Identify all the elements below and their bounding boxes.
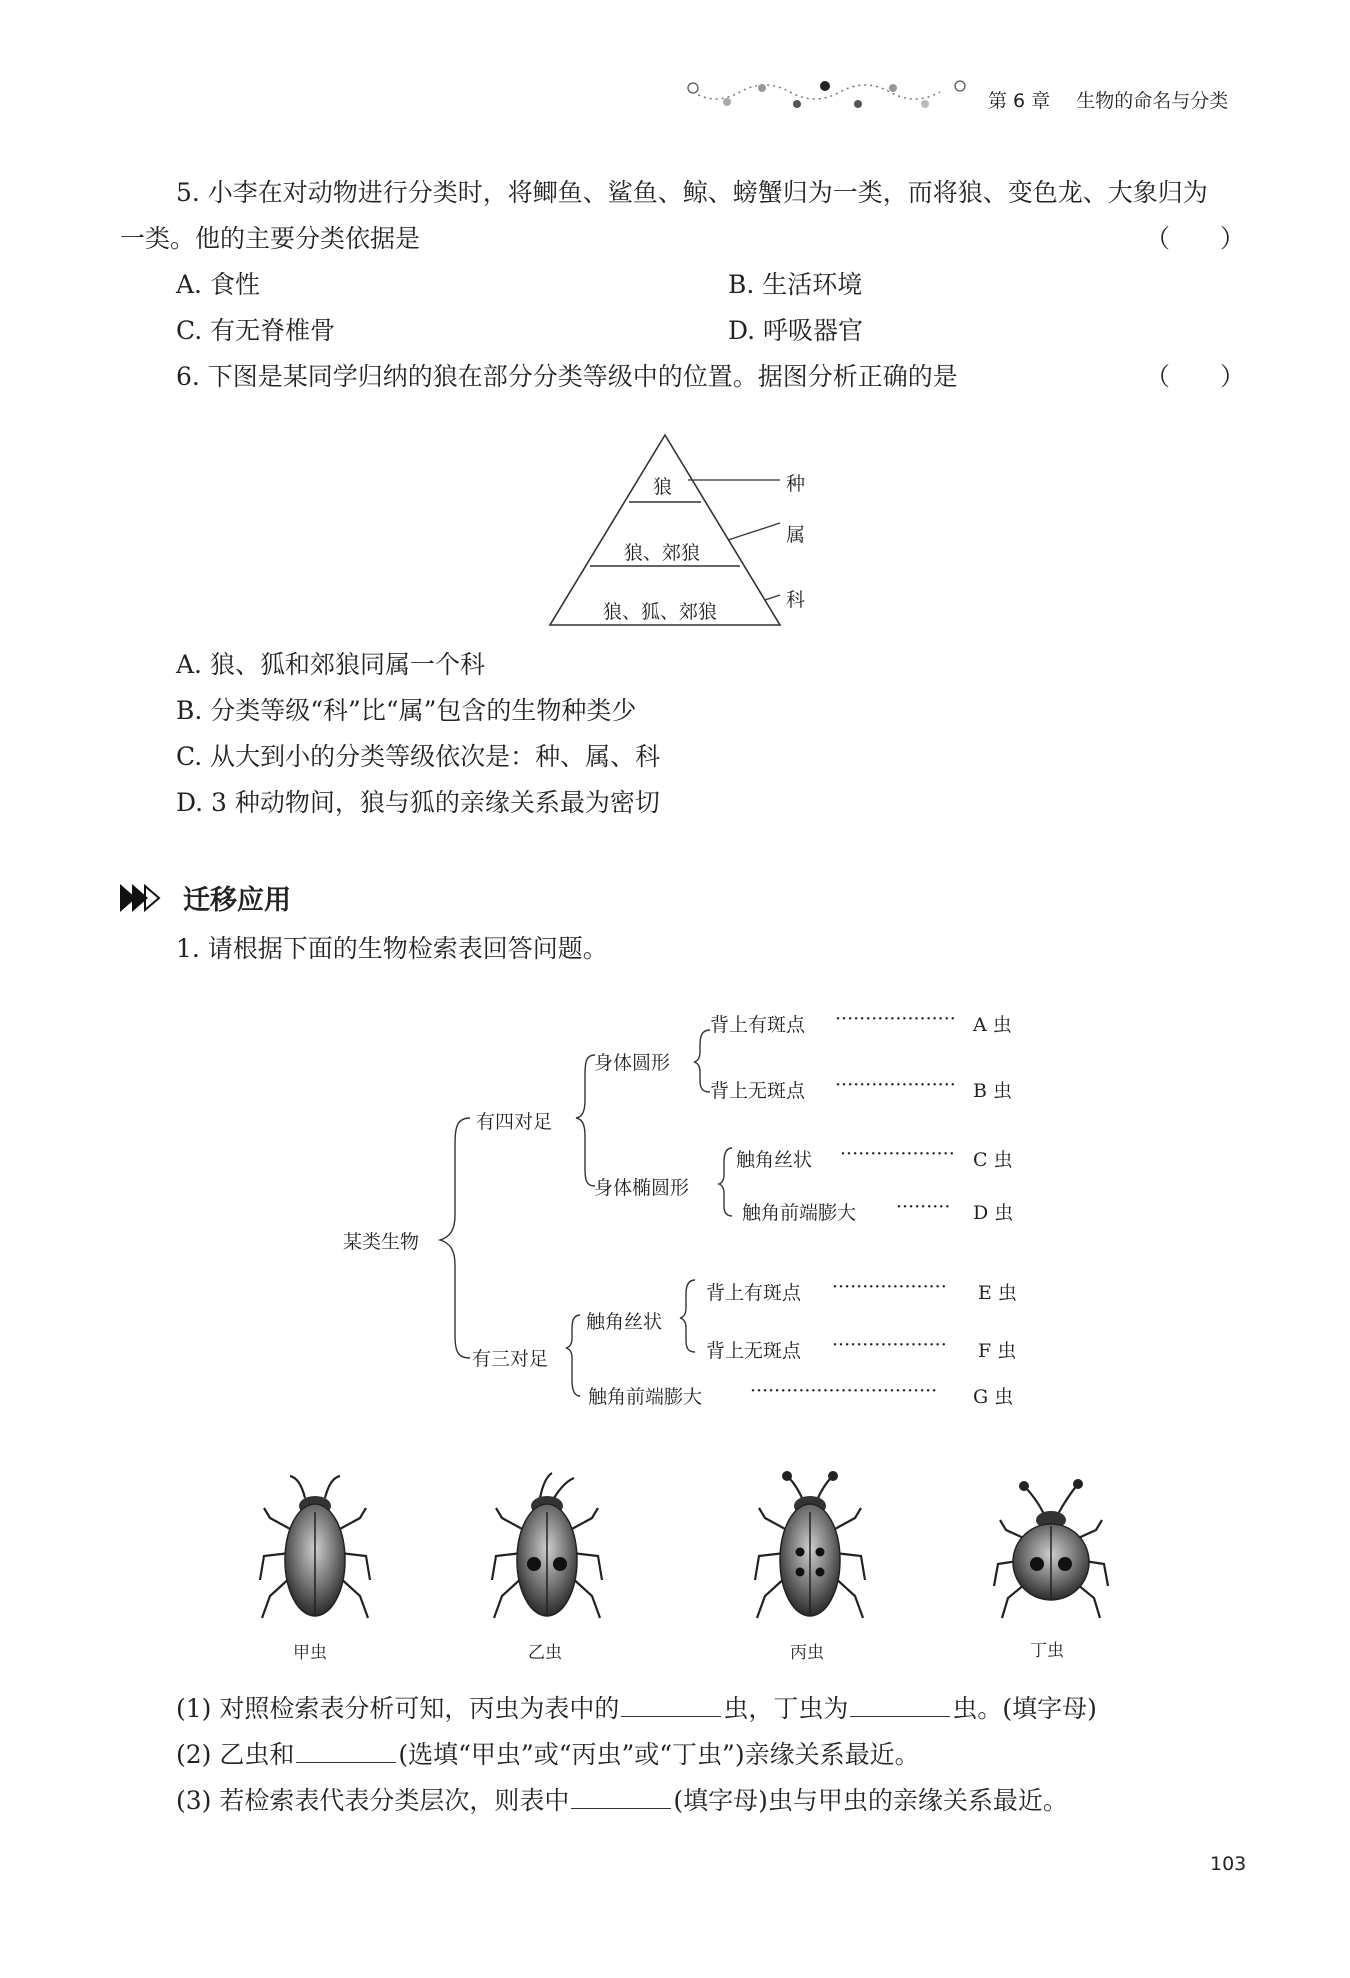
key-d-trait: 触角前端膨大 — [742, 1202, 857, 1224]
q5-line1: 5. 小李在对动物进行分类时，将鲫鱼、鲨鱼、鲸、螃蟹归为一类，而将狼、变色龙、大象归为 — [176, 178, 1208, 207]
key-three-legs: 有三对足 — [472, 1348, 549, 1370]
key-b-trait: 背上无斑点 — [710, 1080, 806, 1102]
key-root: 某类生物 — [343, 1231, 420, 1253]
q5-answer-paren: （ ） — [1145, 224, 1246, 253]
app1-stem: 1. 请根据下面的生物检索表回答问题。 — [176, 934, 608, 963]
key-c-result: C 虫 — [973, 1149, 1013, 1171]
sub-question-2: (2) 乙虫和 (选填“甲虫”或“丙虫”或“丁虫”)亲缘关系最近。 — [176, 1740, 920, 1769]
bug-caption-yi: 乙虫 — [528, 1643, 562, 1663]
chapter-number: 第 6 章 — [988, 90, 1051, 112]
pyramid-top-text: 狼 — [653, 476, 673, 498]
key-d-result: D 虫 — [973, 1202, 1014, 1224]
answer-blank-1b[interactable] — [850, 1715, 950, 1717]
q6-option-d: D. 3 种动物间，狼与狐的亲缘关系最为密切 — [176, 788, 660, 817]
sub-question-3: (3) 若检索表代表分类层次，则表中 (填字母)虫与甲虫的亲缘关系最近。 — [176, 1786, 1068, 1815]
key-f-dots: ··················· — [832, 1334, 947, 1356]
pyramid-label-species: 种 — [786, 473, 806, 495]
q6-stem: 6. 下图是某同学归纳的狼在部分分类等级中的位置。据图分析正确的是 — [176, 362, 958, 391]
key-oval-body: 身体椭圆形 — [594, 1177, 690, 1199]
key-f-result: F 虫 — [978, 1340, 1017, 1362]
page-number: 103 — [1210, 1853, 1247, 1875]
key-a-result: A 虫 — [973, 1014, 1012, 1036]
key-e-trait: 背上有斑点 — [706, 1282, 802, 1304]
key-f-trait: 背上无斑点 — [706, 1340, 802, 1362]
key-g-trait: 触角前端膨大 — [588, 1386, 703, 1408]
answer-blank-1a[interactable] — [621, 1715, 721, 1717]
key-g-result: G 虫 — [973, 1386, 1014, 1408]
bug-jia-beetle-icon — [250, 1468, 380, 1632]
key-b-dots: ···················· — [835, 1074, 956, 1096]
answer-blank-3[interactable] — [571, 1807, 671, 1809]
q5-line2: 一类。他的主要分类依据是 — [120, 224, 421, 253]
bug-caption-jia: 甲虫 — [293, 1643, 327, 1663]
key-e-result: E 虫 — [978, 1282, 1017, 1304]
q5-option-d: D. 呼吸器官 — [728, 316, 864, 345]
key-four-legs: 有四对足 — [476, 1111, 553, 1133]
q6-option-c: C. 从大到小的分类等级依次是：种、属、科 — [176, 742, 661, 771]
chapter-title: 生物的命名与分类 — [1076, 90, 1229, 112]
bug-yi-beetle-icon — [482, 1468, 612, 1632]
pyramid-label-genus: 属 — [786, 524, 806, 546]
key-filament-3legs: 触角丝状 — [586, 1311, 663, 1333]
q6-option-a: A. 狼、狐和郊狼同属一个科 — [176, 650, 485, 679]
section-title: 迁移应用 — [183, 885, 291, 916]
bug-caption-bing: 丙虫 — [790, 1643, 824, 1663]
key-round-body: 身体圆形 — [594, 1052, 671, 1074]
bug-bing-beetle-icon — [745, 1468, 875, 1632]
key-e-dots: ··················· — [832, 1276, 947, 1298]
sub-question-1: (1) 对照检索表分析可知，丙虫为表中的 虫，丁虫为 虫。(填字母) — [176, 1694, 1097, 1723]
key-a-trait: 背上有斑点 — [710, 1014, 806, 1036]
q6-option-b: B. 分类等级“科”比“属”包含的生物种类少 — [176, 696, 637, 725]
key-b-result: B 虫 — [973, 1080, 1013, 1102]
key-d-dots: ········· — [896, 1196, 951, 1218]
pyramid-bottom-text: 狼、狐、郊狼 — [603, 601, 718, 623]
key-c-trait: 触角丝状 — [736, 1149, 813, 1171]
pyramid-middle-text: 狼、郊狼 — [624, 542, 701, 564]
q5-option-c: C. 有无脊椎骨 — [176, 316, 336, 345]
bug-ding-beetle-icon — [986, 1468, 1116, 1632]
answer-blank-2[interactable] — [296, 1761, 396, 1763]
q6-answer-paren: （ ） — [1145, 362, 1246, 391]
key-c-dots: ··················· — [840, 1143, 955, 1165]
pyramid-label-family: 科 — [786, 589, 806, 611]
q5-option-a: A. 食性 — [176, 270, 260, 299]
bug-caption-ding: 丁虫 — [1030, 1641, 1064, 1661]
key-g-dots: ······························· — [750, 1380, 938, 1402]
key-a-dots: ···················· — [835, 1008, 956, 1030]
q5-option-b: B. 生活环境 — [728, 270, 863, 299]
